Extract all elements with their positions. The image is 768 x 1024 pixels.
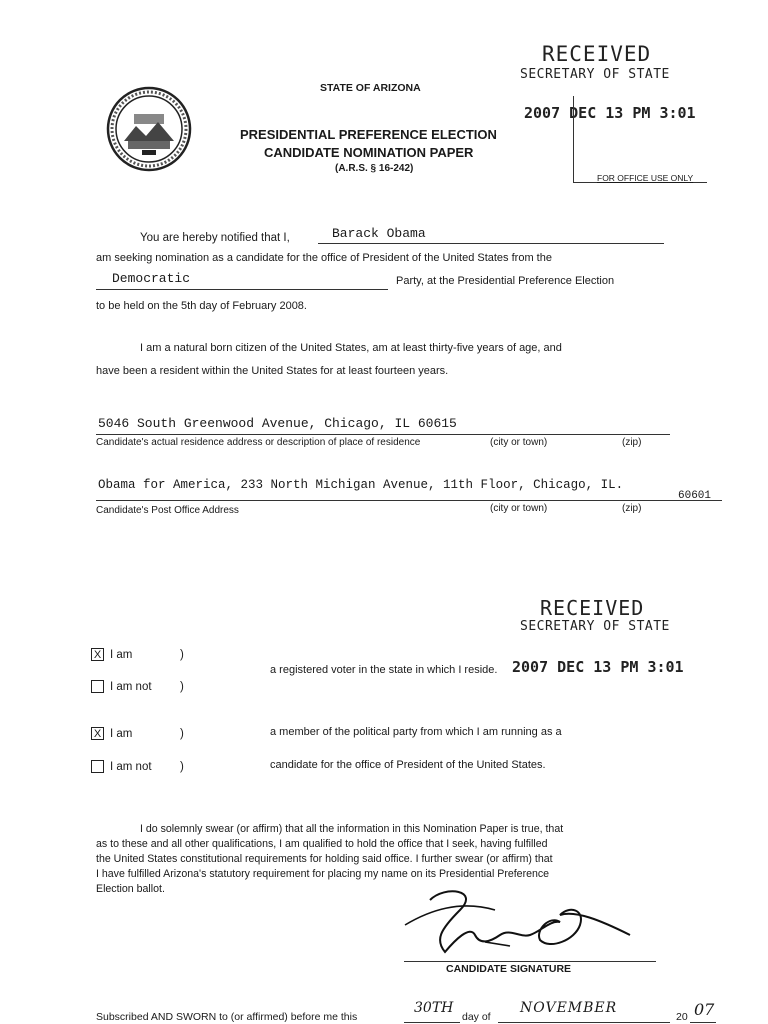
party-member-statement-line2: candidate for the office of President of the United States. [270,759,546,771]
party-member-yes-label: I am [110,728,133,740]
office-use-label: FOR OFFICE USE ONLY [597,173,694,183]
sworn-year-value: 07 [694,1000,715,1019]
sworn-prefix: Subscribed AND SWORN to (or affirmed) before me this [96,1011,358,1023]
oath-line5: Election ballot. [96,883,165,895]
party-member-no-label: I am not [110,761,152,773]
received-stamp-mid-office: SECRETARY OF STATE [520,619,670,634]
post-office-city-label: (city or town) [490,503,548,514]
post-office-address-value: Obama for America, 233 North Michigan Avenue, 11th Floor, Chicago, IL. [98,478,624,492]
post-office-zip-label: (zip) [622,503,642,514]
signature-label: CANDIDATE SIGNATURE [446,963,572,975]
sworn-month-value: NOVEMBER [520,1000,618,1016]
candidate-signature-image [400,880,670,960]
state-seal [106,86,192,172]
oath-line4: I have fulfilled Arizona's statutory requirement for placing my name on its Presidential Preference [96,868,550,880]
party-member-paren-2: ) [180,761,184,773]
post-office-address-label: Candidate's Post Office Address [96,505,239,516]
registered-voter-paren-1: ) [180,649,184,661]
checkbox-mark: X [93,728,102,740]
party-suffix: Party, at the Presidential Preference Election [396,275,615,287]
party-name-value: Democratic [112,271,191,286]
oath-line1: I do solemnly swear (or affirm) that all the information in this Nomination Paper is true, that [140,823,564,835]
party-member-statement-line1: a member of the political party from which I am running as a [270,726,562,738]
form-title-line2: CANDIDATE NOMINATION PAPER [264,145,474,160]
sworn-year-line [690,1022,716,1023]
registered-voter-yes-checkbox[interactable] [91,648,104,661]
sworn-day-line [404,1022,460,1023]
checkbox-mark: X [93,649,102,661]
candidate-name-line [318,243,664,244]
residence-address-line [96,434,670,435]
residence-address-value: 5046 South Greenwood Avenue, Chicago, IL 60615 [98,416,457,431]
registered-voter-no-label: I am not [110,681,152,693]
registered-voter-statement: a registered voter in the state in which I reside. [270,664,498,676]
received-stamp-top [520,42,720,192]
party-member-paren-1: ) [180,728,184,740]
oath-line3: the United States constitutional requirements for holding said office. I further swear (or affirm) that [96,853,553,865]
received-stamp-office: SECRETARY OF STATE [520,67,670,82]
received-stamp-datetime: 2007 DEC 13 PM 3:01 [524,104,696,122]
party-member-no-checkbox[interactable] [91,760,104,773]
sworn-day-value: 30TH [414,1000,454,1016]
citizenship-line2: have been a resident within the United States for at least fourteen years. [96,365,449,377]
residence-address-label: Candidate's actual residence address or description of place of residence [96,437,421,448]
received-stamp-mid-label: RECEIVED [540,596,645,620]
residence-city-label: (city or town) [490,437,548,448]
election-date-line: to be held on the 5th day of February 2008. [96,300,307,312]
post-office-zip-value: 60601 [678,490,712,502]
residence-zip-label: (zip) [622,437,642,448]
party-name-line [96,289,388,290]
oath-line2: as to these and all other qualifications, I am qualified to hold the office that I seek, having fulfilled [96,838,548,850]
post-office-address-line [96,500,722,501]
sworn-month-line [498,1022,670,1023]
office-use-box-left [573,96,574,182]
candidate-name-value: Barack Obama [332,226,426,241]
registered-voter-no-checkbox[interactable] [91,680,104,693]
signature-line [404,961,656,962]
party-member-yes-checkbox[interactable] [91,727,104,740]
received-stamp-label: RECEIVED [542,42,652,66]
sworn-day-of: day of [462,1011,491,1023]
state-heading: STATE OF ARIZONA [320,82,421,94]
statute-reference: (A.R.S. § 16-242) [335,163,414,174]
sworn-year-prefix: 20 [676,1011,688,1023]
notice-seeking: am seeking nomination as a candidate for the office of President of the United States from the [96,252,552,264]
registered-voter-yes-label: I am [110,649,133,661]
registered-voter-paren-2: ) [180,681,184,693]
form-title-line1: PRESIDENTIAL PREFERENCE ELECTION [240,127,497,142]
notice-intro: You are hereby notified that I, [140,232,290,244]
received-stamp-mid-datetime: 2007 DEC 13 PM 3:01 [512,658,684,676]
citizenship-line1: I am a natural born citizen of the United States, am at least thirty-five years of age, and [140,342,562,354]
